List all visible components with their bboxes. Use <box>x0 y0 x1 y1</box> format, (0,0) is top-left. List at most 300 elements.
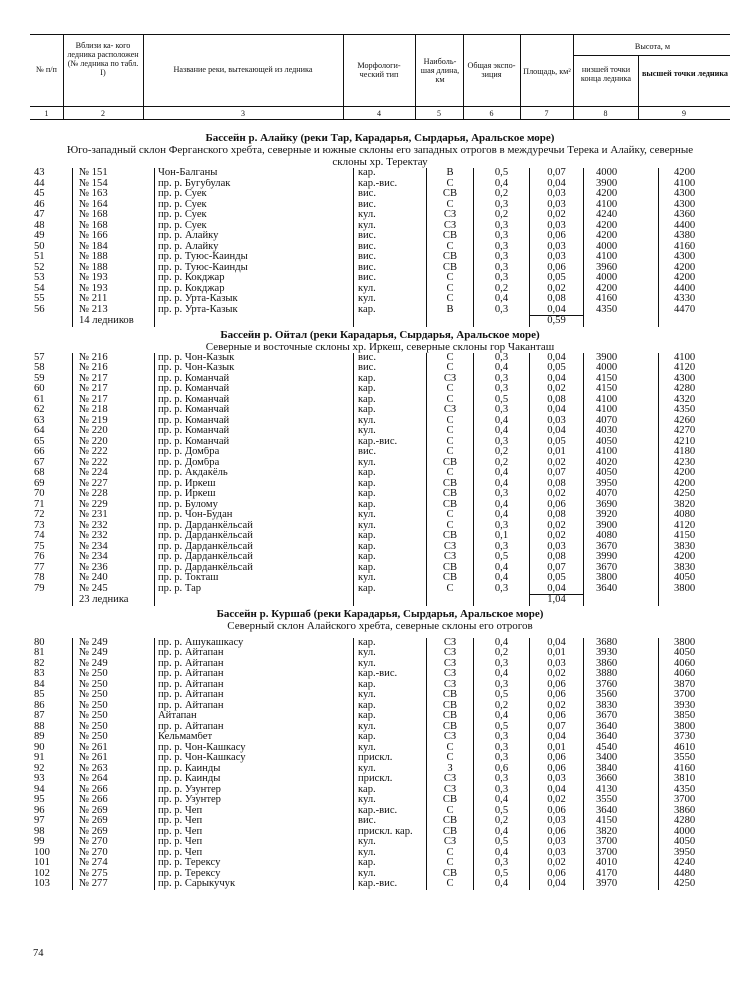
table-row <box>30 294 734 305</box>
table-row <box>30 743 734 754</box>
table-cell: 68 <box>34 468 45 478</box>
table-cell: 0,4 <box>474 879 530 890</box>
table-cell: № 250 <box>73 722 155 733</box>
table-cell: С <box>427 848 474 859</box>
table-row <box>30 837 734 848</box>
header-low-point: низшей точки конца ледника <box>580 65 632 83</box>
table-cell: 4300 <box>659 252 735 263</box>
table-cell: пр. р. Айтапан <box>155 648 354 659</box>
table-cell: 4060 <box>659 669 735 680</box>
table-cell: 50 <box>34 241 45 252</box>
table-cell: вис. <box>354 252 427 263</box>
table-row <box>30 273 734 284</box>
colnum: 9 <box>682 109 686 118</box>
header-num: № п/п <box>36 65 57 74</box>
table-row <box>30 363 734 374</box>
table-cell: кул. <box>354 210 427 221</box>
table-cell: кар. <box>354 552 427 563</box>
table-cell: кул. <box>354 848 427 859</box>
table-cell: 3690 <box>584 500 659 511</box>
table-row <box>30 521 734 532</box>
table-cell: 0,02 <box>530 210 584 221</box>
table-cell: № 188 <box>73 263 155 274</box>
table-row <box>30 732 734 743</box>
table-cell: кар. <box>354 701 427 712</box>
table-cell: кул. <box>354 458 427 469</box>
table-row <box>30 827 734 838</box>
table-cell: № 269 <box>73 827 155 838</box>
table-cell: СВ <box>427 690 474 701</box>
table-cell: С <box>427 584 474 595</box>
table-cell: 0,04 <box>530 732 584 743</box>
table-cell: № 222 <box>73 447 155 458</box>
table-cell: вис. <box>354 263 427 274</box>
table-cell: 0,08 <box>530 479 584 490</box>
table-cell: 4200 <box>584 284 659 295</box>
table-cell: прискл. <box>354 753 427 764</box>
table-cell: № 269 <box>73 806 155 817</box>
table-cell: кар. <box>354 374 427 385</box>
table-cell: 0,3 <box>474 242 530 253</box>
table-cell: пр. р. Узунтер <box>155 785 354 796</box>
table-cell: 0,3 <box>474 680 530 691</box>
header-river-name: Название реки, вытекающей из ледника <box>173 65 313 74</box>
table-row <box>30 210 734 221</box>
table-cell: пр. р. Команчай <box>155 395 354 406</box>
table-cell: 0,3 <box>474 489 530 500</box>
table-cell: 0,07 <box>530 468 584 479</box>
table-cell: 0,04 <box>530 785 584 796</box>
table-cell: 60 <box>34 384 45 394</box>
table-cell: пр. р. Каинды <box>155 764 354 775</box>
table-cell: 3730 <box>659 732 735 743</box>
table-cell: 4470 <box>659 305 735 316</box>
table-cell: кул. <box>354 743 427 754</box>
table-cell: 48 <box>34 220 45 231</box>
table-cell: 78 <box>34 573 45 583</box>
table-cell: кул. <box>354 221 427 232</box>
table-row <box>30 179 734 190</box>
header-high-point: высшей точки ледника <box>641 69 729 78</box>
table-cell: 0,5 <box>474 168 530 179</box>
table-cell: кар. <box>354 468 427 479</box>
table-cell: 3810 <box>659 774 735 785</box>
table-cell: 53 <box>34 273 45 283</box>
table-row <box>30 669 734 680</box>
table-cell: пр. р. Алайку <box>155 242 354 253</box>
header-length: Наиболь- шая длина, км <box>420 57 460 84</box>
table-cell: пр. р. Буломy <box>155 500 354 511</box>
table-cell: 0,02 <box>530 531 584 542</box>
table-cell: 96 <box>34 805 45 816</box>
table-cell: 0,02 <box>530 284 584 295</box>
table-cell: кул. <box>354 722 427 733</box>
table-cell: 0,07 <box>530 722 584 733</box>
table-cell: 77 <box>34 562 45 573</box>
table-cell: 80 <box>34 637 45 648</box>
table-cell: 3670 <box>584 542 659 553</box>
table-cell: 0,02 <box>530 458 584 469</box>
table-cell: пр. р. Дарданкёльсай <box>155 563 354 574</box>
table-cell <box>155 595 354 606</box>
table-cell <box>354 595 427 606</box>
table-cell: 4200 <box>659 263 735 274</box>
header-area: Площадь, км² <box>523 67 571 76</box>
table-cell: С <box>427 806 474 817</box>
table-cell: пр. р. Команчай <box>155 426 354 437</box>
table-cell: 0,06 <box>530 806 584 817</box>
table-cell: 0,04 <box>530 179 584 190</box>
table-cell: кар. <box>354 395 427 406</box>
table-cell: 3800 <box>584 573 659 584</box>
table-row <box>30 680 734 691</box>
table-row <box>30 284 734 295</box>
table-cell: СВ <box>427 573 474 584</box>
table-cell: СЗ <box>427 405 474 416</box>
table-cell: 0,3 <box>474 273 530 284</box>
table-cell: 4060 <box>659 659 735 670</box>
table-cell: № 250 <box>73 732 155 743</box>
table-row <box>30 816 734 827</box>
table-cell: пр. р. Айтапан <box>155 659 354 670</box>
table-row <box>30 806 734 817</box>
table-cell: кар. <box>354 305 427 316</box>
table-cell: № 231 <box>73 510 155 521</box>
table-cell: 4000 <box>584 168 659 179</box>
table-cell: 0,4 <box>474 294 530 305</box>
table-cell: 73 <box>34 520 45 531</box>
table-cell: кул. <box>354 426 427 437</box>
table-cell: 0,03 <box>530 416 584 427</box>
table-cell: № 263 <box>73 764 155 775</box>
table-cell: 83 <box>34 669 45 679</box>
table-cell: 3850 <box>659 711 735 722</box>
data-table <box>30 353 734 606</box>
table-cell: пр. р. Терексу <box>155 869 354 880</box>
colnum: 6 <box>489 109 494 118</box>
table-cell: 3660 <box>584 774 659 785</box>
table-cell: 0,02 <box>530 701 584 712</box>
table-cell: 4210 <box>659 437 735 448</box>
table-cell: 66 <box>34 447 45 457</box>
table-cell: кар. <box>354 732 427 743</box>
table-cell: пр. р. Команчай <box>155 384 354 395</box>
table-row <box>30 405 734 416</box>
table-cell: 0,07 <box>530 168 584 179</box>
table-row <box>30 384 734 395</box>
table-row <box>30 231 734 242</box>
table-row <box>30 263 734 274</box>
table-cell: 0,3 <box>474 732 530 743</box>
section-title: Бассейн р. Алайку (реки Тар, Карадарья, Сырдарья, Аральское море) <box>205 132 555 144</box>
table-cell: 71 <box>34 499 45 510</box>
table-cell: 0,3 <box>474 221 530 232</box>
table-cell: пр. р. Токташ <box>155 573 354 584</box>
table-cell: 3640 <box>584 722 659 733</box>
table-header <box>30 34 730 120</box>
table-cell: № 250 <box>73 680 155 691</box>
table-cell: СВ <box>427 795 474 806</box>
table-cell: С <box>427 437 474 448</box>
table-cell: № 250 <box>73 669 155 680</box>
table-cell: Кельмамбет <box>155 732 354 743</box>
table-cell: 84 <box>34 679 45 690</box>
table-cell: 88 <box>34 721 45 732</box>
table-cell: кул. <box>354 284 427 295</box>
table-cell: № 222 <box>73 458 155 469</box>
table-cell: 3900 <box>584 521 659 532</box>
table-cell: 0,1 <box>474 531 530 542</box>
table-cell: кар.-вис. <box>354 669 427 680</box>
table-cell: 4200 <box>584 189 659 200</box>
table-cell: 0,04 <box>530 584 584 595</box>
table-cell: 4380 <box>659 231 735 242</box>
table-cell: 4320 <box>659 395 735 406</box>
table-cell: 4200 <box>659 273 735 284</box>
table-cell: 3930 <box>584 648 659 659</box>
table-cell: 0,02 <box>530 795 584 806</box>
table-cell: 0,02 <box>530 669 584 680</box>
table-cell: пр. р. Чеп <box>155 827 354 838</box>
table-cell: № 193 <box>73 284 155 295</box>
table-cell: С <box>427 510 474 521</box>
table-cell: С <box>427 200 474 211</box>
table-cell: 0,3 <box>474 353 530 364</box>
table-cell: 4100 <box>584 252 659 263</box>
table-row <box>30 563 734 574</box>
table-cell: 3900 <box>584 179 659 190</box>
table-cell: С <box>427 179 474 190</box>
total-label: 23 ледника <box>73 595 155 606</box>
table-cell: 0,3 <box>474 437 530 448</box>
table-cell: 0,4 <box>474 795 530 806</box>
table-cell: вис. <box>354 363 427 374</box>
table-cell: 4150 <box>659 531 735 542</box>
table-cell: кар. <box>354 479 427 490</box>
table-cell: С <box>427 426 474 437</box>
table-cell: СВ <box>427 722 474 733</box>
table-cell: кул. <box>354 648 427 659</box>
table-cell: С <box>427 416 474 427</box>
table-cell: 85 <box>34 690 45 700</box>
table-row <box>30 584 734 595</box>
table-cell <box>584 316 659 327</box>
table-cell: пр. р. Дарданкёльсай <box>155 552 354 563</box>
table-cell: 0,05 <box>530 573 584 584</box>
table-cell: № 277 <box>73 879 155 890</box>
data-table <box>30 638 734 890</box>
table-cell: 4160 <box>584 294 659 305</box>
table-cell: № 163 <box>73 189 155 200</box>
table-cell: кар. <box>354 489 427 500</box>
table-row <box>30 395 734 406</box>
table-row <box>30 869 734 880</box>
table-row <box>30 711 734 722</box>
table-row <box>30 858 734 869</box>
table-cell: 0,4 <box>474 827 530 838</box>
table-cell: 54 <box>34 283 45 294</box>
table-cell: СВ <box>427 869 474 880</box>
table-row <box>30 500 734 511</box>
table-cell: кар. <box>354 405 427 416</box>
table-cell: 3830 <box>584 701 659 712</box>
table-row <box>30 168 734 179</box>
table-cell: № 154 <box>73 179 155 190</box>
table-cell: 0,06 <box>530 263 584 274</box>
table-cell: 97 <box>34 816 45 826</box>
table-cell: кул. <box>354 869 427 880</box>
table-cell: 95 <box>34 795 45 805</box>
table-cell: 4260 <box>659 416 735 427</box>
table-cell <box>659 316 735 327</box>
table-cell: 4150 <box>584 384 659 395</box>
table-cell: № 164 <box>73 200 155 211</box>
table-cell: 4400 <box>659 221 735 232</box>
total-row <box>30 316 734 327</box>
table-cell: пр. р. Алайку <box>155 231 354 242</box>
table-cell: № 217 <box>73 374 155 385</box>
table-cell: 4350 <box>584 305 659 316</box>
section-title: Бассейн р. Куршаб (реки Карадарья, Сырдарья, Аральское море) <box>216 607 544 620</box>
table-cell: кар. <box>354 531 427 542</box>
table-cell: 0,3 <box>474 584 530 595</box>
table-row <box>30 426 734 437</box>
table-cell: 0,3 <box>474 252 530 263</box>
table-cell: СЗ <box>427 552 474 563</box>
table-cell: пр. р. Суек <box>155 200 354 211</box>
colnum: 3 <box>241 109 245 118</box>
table-cell <box>659 595 735 606</box>
table-cell: пр. р. Чеп <box>155 837 354 848</box>
table-cell: 82 <box>34 658 45 669</box>
table-cell: 93 <box>34 774 45 784</box>
table-cell: № 220 <box>73 426 155 437</box>
table-cell: пр. р. Домбра <box>155 458 354 469</box>
table-cell: пр. р. Айтапан <box>155 722 354 733</box>
table-cell: 0,3 <box>474 659 530 670</box>
table-row <box>30 701 734 712</box>
table-cell: 4100 <box>584 395 659 406</box>
table-cell: 4150 <box>584 374 659 385</box>
table-cell: 0,06 <box>530 753 584 764</box>
table-cell: 0,2 <box>474 447 530 458</box>
table-cell: 4160 <box>659 242 735 253</box>
table-cell: вис. <box>354 353 427 364</box>
table-cell: № 216 <box>73 353 155 364</box>
table-cell: 0,4 <box>474 638 530 649</box>
table-cell: пр. р. Чон-Казык <box>155 363 354 374</box>
table-cell: кар. <box>354 500 427 511</box>
table-cell: 0,03 <box>530 848 584 859</box>
table-cell: Чон-Балганы <box>155 168 354 179</box>
table-cell: 3820 <box>584 827 659 838</box>
table-cell: 0,05 <box>530 273 584 284</box>
table-cell: пр. р. Суек <box>155 221 354 232</box>
table-cell: пр. р. Суек <box>155 189 354 200</box>
table-cell: 0,3 <box>474 858 530 869</box>
table-cell: пр. р. Суек <box>155 210 354 221</box>
table-cell: 4200 <box>584 221 659 232</box>
table-cell: 0,03 <box>530 189 584 200</box>
table-cell: 49 <box>34 231 45 241</box>
table-cell: 3800 <box>659 722 735 733</box>
table-cell <box>30 595 73 606</box>
table-cell: пр. р. Сарыкучук <box>155 879 354 890</box>
table-cell: С <box>427 395 474 406</box>
table-cell: 0,01 <box>530 648 584 659</box>
table-cell: кар.-вис. <box>354 806 427 817</box>
table-cell: 3860 <box>584 659 659 670</box>
table-cell: 4000 <box>584 363 659 374</box>
table-cell: вис. <box>354 242 427 253</box>
table-cell: 0,08 <box>530 510 584 521</box>
table-cell: пр. р. Урта-Казык <box>155 294 354 305</box>
table-cell: 102 <box>34 868 50 879</box>
table-cell: 4000 <box>584 242 659 253</box>
table-cell: 4010 <box>584 858 659 869</box>
table-cell: 0,06 <box>530 231 584 242</box>
table-cell: С <box>427 753 474 764</box>
table-cell: СВ <box>427 231 474 242</box>
table-row <box>30 189 734 200</box>
table-cell: 67 <box>34 457 45 468</box>
table-cell: прискл. кар. <box>354 827 427 838</box>
table-cell: № 216 <box>73 363 155 374</box>
table-cell: кар. <box>354 542 427 553</box>
table-cell: 4100 <box>584 447 659 458</box>
table-row <box>30 648 734 659</box>
table-cell: 72 <box>34 510 45 520</box>
table-cell: 0,06 <box>530 764 584 775</box>
table-cell: СВ <box>427 263 474 274</box>
table-cell: 0,2 <box>474 648 530 659</box>
header-morph-type: Морфологи- ческий тип <box>357 61 401 79</box>
table-cell: 0,5 <box>474 837 530 848</box>
table-cell: 0,2 <box>474 816 530 827</box>
table-cell: 0,08 <box>530 294 584 305</box>
table-cell: 0,3 <box>474 743 530 754</box>
table-cell: 44 <box>34 178 45 189</box>
table-cell: СВ <box>427 711 474 722</box>
table-cell: № 264 <box>73 774 155 785</box>
table-cell: 99 <box>34 837 45 847</box>
table-cell: 0,3 <box>474 542 530 553</box>
table-cell: 4610 <box>659 743 735 754</box>
table-row <box>30 848 734 859</box>
table-row <box>30 305 734 316</box>
table-row <box>30 531 734 542</box>
table-cell: 3640 <box>584 584 659 595</box>
table-cell: № 250 <box>73 711 155 722</box>
table-cell: 70 <box>34 489 45 499</box>
table-cell: кул. <box>354 294 427 305</box>
table-cell: 0,02 <box>530 521 584 532</box>
table-cell: 58 <box>34 363 45 373</box>
table-cell: кар. <box>354 384 427 395</box>
table-cell: кул. <box>354 659 427 670</box>
table-cell: 0,4 <box>474 179 530 190</box>
table-cell: 0,4 <box>474 848 530 859</box>
table-row <box>30 722 734 733</box>
table-cell: СЗ <box>427 221 474 232</box>
table-cell: 4100 <box>584 405 659 416</box>
table-row <box>30 479 734 490</box>
table-cell: СВ <box>427 458 474 469</box>
table-cell: пр. р. Акдакёль <box>155 468 354 479</box>
table-cell: 3820 <box>659 500 735 511</box>
table-row <box>30 879 734 890</box>
table-cell: 3640 <box>584 732 659 743</box>
